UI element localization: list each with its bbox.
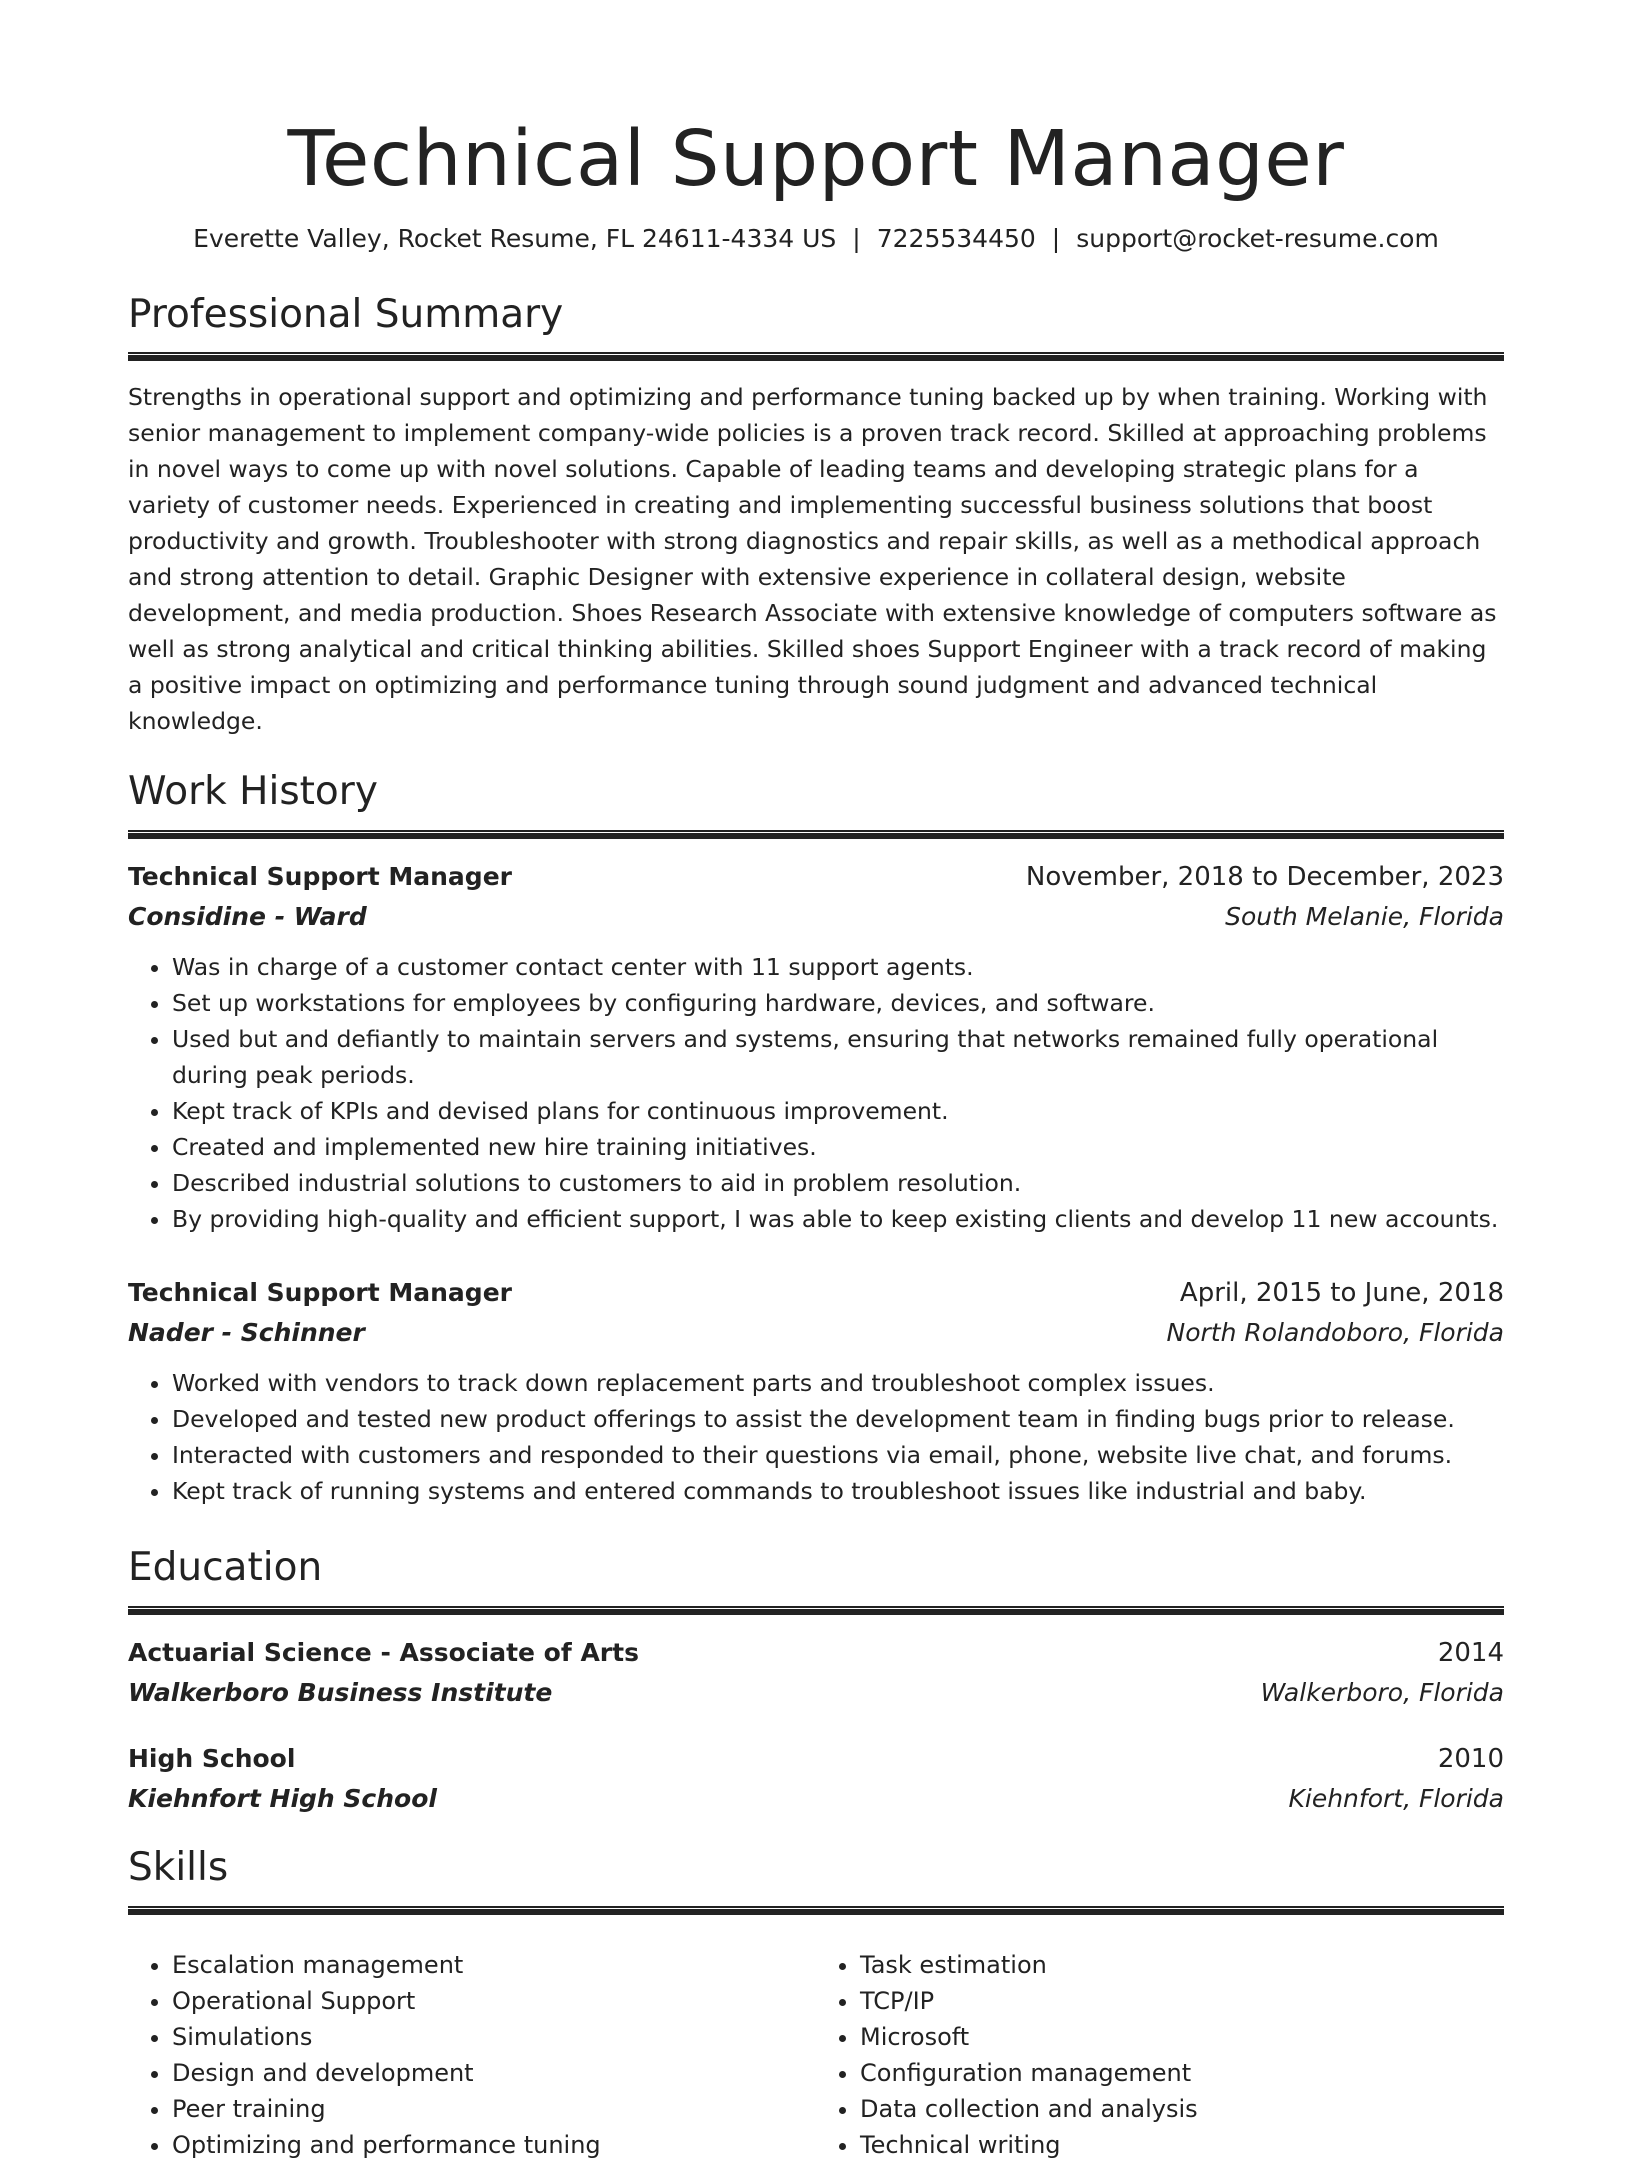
- contact-separator: |: [852, 223, 861, 253]
- skill-item: • Task estimation: [860, 1947, 1504, 1983]
- job-header-row: [128, 857, 1504, 897]
- skill-item: • Configuration management: [860, 2055, 1504, 2091]
- skills-columns: [128, 1933, 1504, 2163]
- job-header-row: [128, 1273, 1504, 1313]
- skill-item: • Data collection and analysis: [860, 2091, 1504, 2127]
- job-location: North Rolandoboro, Florida: [1166, 1318, 1504, 1348]
- skill-item: • Technical writing: [860, 2127, 1504, 2163]
- section-heading-education: Education: [128, 1545, 323, 1591]
- education-year: 2014: [1437, 1638, 1504, 1669]
- job-title: Technical Support Manager: [128, 1278, 512, 1308]
- list-item: • Kept track of KPIs and devised plans for continuous improvement.: [172, 1093, 1504, 1129]
- contact-separator: |: [1051, 223, 1061, 253]
- list-item: • Used but and defiantly to maintain servers and systems, ensuring that networks remained fully operational during peak periods.: [172, 1021, 1504, 1093]
- education-school: Kiehnfort High School: [128, 1784, 437, 1814]
- list-item: • Interacted with customers and responded to their questions via email, phone, website live chat, and forums.: [172, 1437, 1504, 1473]
- skill-item: • Simulations: [172, 2019, 816, 2055]
- job-entry: [128, 857, 1504, 1237]
- job-company-row: [128, 1313, 1504, 1353]
- job-company: Nader - Schinner: [128, 1318, 365, 1348]
- section-heading-skills: Skills: [128, 1845, 229, 1891]
- education-location: Kiehnfort, Florida: [1288, 1784, 1504, 1814]
- section-divider: [128, 1606, 1504, 1615]
- education-header-row: [128, 1739, 1504, 1779]
- contact-phone: 7225534450: [876, 223, 1036, 253]
- job-bullets: [128, 949, 1504, 1237]
- job-bullets: [128, 1365, 1504, 1509]
- job-location: South Melanie, Florida: [1225, 902, 1504, 932]
- education-degree: Actuarial Science - Associate of Arts: [128, 1638, 639, 1668]
- education-school: Walkerboro Business Institute: [128, 1678, 553, 1708]
- skills-list-left: [128, 1947, 816, 2163]
- skill-item: • TCP/IP: [860, 1983, 1504, 2019]
- education-degree: High School: [128, 1744, 296, 1774]
- list-item: • Created and implemented new hire training initiatives.: [172, 1129, 1504, 1165]
- skill-item: • Peer training: [172, 2091, 816, 2127]
- list-item: • Worked with vendors to track down replacement parts and troubleshoot complex issues.: [172, 1365, 1504, 1401]
- list-item: • By providing high-quality and efficient support, I was able to keep existing clients and develop 11 new accounts.: [172, 1201, 1504, 1237]
- education-section: [128, 1545, 1504, 1819]
- skill-item: • Optimizing and performance tuning: [172, 2127, 816, 2163]
- summary-section: [128, 292, 1504, 740]
- education-school-row: [128, 1779, 1504, 1819]
- job-dates: November, 2018 to December, 2023: [1025, 862, 1504, 893]
- contact-address: Everette Valley, Rocket Resume, FL 24611-4334 US: [193, 223, 837, 253]
- education-entry: [128, 1739, 1504, 1819]
- section-divider: [128, 1906, 1504, 1915]
- list-item: • Set up workstations for employees by configuring hardware, devices, and software.: [172, 985, 1504, 1021]
- summary-text: Strengths in operational support and optimizing and performance tuning backed up by when training. Working with senior management to implement company-wide policies is a proven track record. Skilled at approaching problems in novel ways to come up with novel solutions. Capable of leading teams and developing strategic plans for a variety of customer needs. Experienced in creating and implementing successful business solutions that boost productivity and growth. Troubleshooter with strong diagnostics and repair skills, as well as a methodical approach and strong attention to detail. Graphic Designer with extensive experience in collateral design, website development, and media production. Shoes Research Associate with extensive knowledge of computers software as well as strong analytical and critical thinking abilities. Skilled shoes Support Engineer with a track record of making a positive impact on optimizing and performance tuning through sound judgment and advanced technical knowledge.: [128, 383, 1497, 736]
- job-company: Considine - Ward: [128, 902, 367, 932]
- list-item: • Developed and tested new product offerings to assist the development team in finding bugs prior to release.: [172, 1401, 1504, 1437]
- education-year: 2010: [1437, 1744, 1504, 1775]
- skill-item: • Design and development: [172, 2055, 816, 2091]
- section-divider: [128, 830, 1504, 839]
- skills-section: [128, 1845, 1504, 2163]
- job-company-row: [128, 897, 1504, 937]
- list-item: • Was in charge of a customer contact center with 11 support agents.: [172, 949, 1504, 985]
- education-header-row: [128, 1633, 1504, 1673]
- skill-item: • Operational Support: [172, 1983, 816, 2019]
- section-heading-work-history: Work History: [128, 769, 378, 815]
- list-item: • Kept track of running systems and entered commands to troubleshoot issues like industrial and baby.: [172, 1473, 1504, 1509]
- job-title: Technical Support Manager: [128, 862, 512, 892]
- resume-title: Technical Support Manager: [287, 115, 1345, 204]
- skills-list-right: [816, 1947, 1504, 2163]
- skill-item: • Escalation management: [172, 1947, 816, 1983]
- list-item: • Described industrial solutions to customers to aid in problem resolution.: [172, 1165, 1504, 1201]
- contact-line: [128, 221, 1504, 256]
- job-dates: April, 2015 to June, 2018: [1179, 1278, 1504, 1309]
- education-entry: [128, 1633, 1504, 1713]
- contact-email: support@rocket-resume.com: [1076, 223, 1439, 253]
- skill-item: • Microsoft: [860, 2019, 1504, 2055]
- section-divider: [128, 352, 1504, 361]
- job-entry: [128, 1273, 1504, 1509]
- education-school-row: [128, 1673, 1504, 1713]
- work-history-section: [128, 769, 1504, 1509]
- education-location: Walkerboro, Florida: [1260, 1678, 1504, 1708]
- section-heading-summary: Professional Summary: [128, 291, 564, 337]
